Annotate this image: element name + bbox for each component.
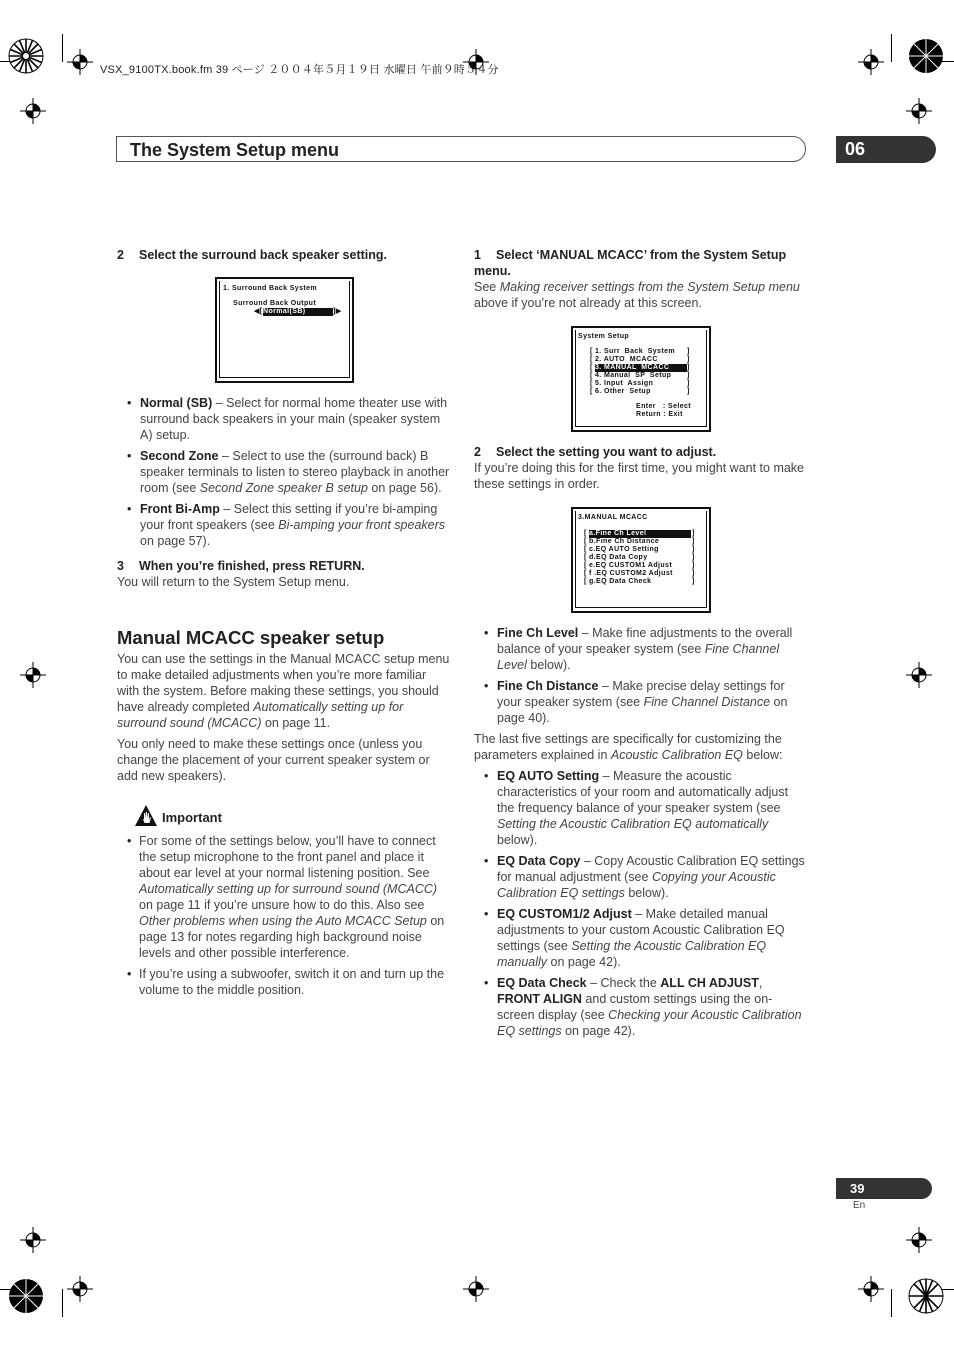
step-heading: 2 Select the setting you want to adjust.	[474, 445, 717, 459]
osd-menu-item: 1. Surr Back System	[595, 348, 675, 355]
trim-mark	[62, 34, 63, 62]
list-item: • EQ AUTO Setting – Measure the acoustic characteristics of your room and automatically adjust the frequency balance of your speaker system (see Setting the Acoustic Calibration EQ automatically below).	[474, 768, 808, 848]
osd-menu-item: 2. AUTO MCACC	[595, 356, 658, 363]
osd-bracket: [ [ [ [ [ [	[590, 348, 593, 395]
osd-arrow-left: ◀[	[254, 308, 263, 315]
list-item: • If you’re using a subwoofer, switch it on and turn up the volume to the middle position.	[117, 966, 450, 998]
section-heading: Manual MCACC speaker setup	[117, 627, 385, 648]
crosshair-registration-icon	[858, 49, 884, 75]
osd-help-line: Return : Exit	[636, 411, 683, 418]
osd-line: 1. Surround Back System	[223, 285, 318, 292]
left-column-body	[117, 395, 450, 590]
osd-menu-item: a.Fine Ch Level	[589, 530, 691, 538]
step-body: See Making receiver settings from the System Setup menu above if you’re not already at this screen.	[474, 280, 800, 310]
osd-help-line: Enter : Select	[636, 403, 692, 410]
step-body: You will return to the System Setup menu.	[117, 575, 350, 589]
osd-menu-item: b.Fine Ch Distance	[589, 538, 660, 545]
osd-selected-value: Normal(SB)	[263, 308, 333, 316]
crosshair-registration-icon	[67, 49, 93, 75]
step-body: If you’re doing this for the first time, you might want to make these settings in order.	[474, 461, 805, 491]
crosshair-registration-icon	[906, 662, 932, 688]
list-item: • Normal (SB) – Select for normal home theater use with surround back speakers in your main (speaker system A) setup.	[117, 395, 450, 443]
page-number-tab	[836, 1178, 932, 1199]
osd-menu-item: 4. Manual SP Setup	[595, 372, 672, 379]
page-number: 39	[850, 1181, 865, 1196]
file-header: VSX_9100TX.book.fm 39 ページ ２００４年５月１９日 水曜日 午前９時５４分	[100, 64, 499, 76]
osd-menu-item: g.EQ Data Check	[589, 578, 652, 585]
crosshair-registration-icon	[906, 98, 932, 124]
osd-menu-item: 5. Input Assign	[595, 380, 654, 387]
left-column	[117, 247, 450, 263]
registration-starburst-icon	[8, 38, 44, 74]
list-item: • EQ Data Copy – Copy Acoustic Calibration EQ settings for manual adjustment (see Copying your Acoustic Calibration EQ settings below).	[474, 853, 808, 901]
osd-bracket: ] ] ] ] ] ]	[687, 348, 690, 395]
list-item: • EQ Data Check – Check the ALL CH ADJUST, FRONT ALIGN and custom settings using the on-screen display (see Checking your Acoustic Calibration EQ settings on page 42).	[474, 975, 808, 1039]
crosshair-registration-icon	[463, 1276, 489, 1302]
important-label: Important	[162, 810, 222, 825]
trim-mark	[891, 34, 892, 62]
crosshair-registration-icon	[20, 1227, 46, 1253]
crosshair-registration-icon	[20, 98, 46, 124]
osd-menu-item: 3. MANUAL MCACC	[595, 364, 687, 372]
osd-menu-list	[589, 530, 691, 586]
osd-manual-mcacc-screen	[571, 507, 711, 613]
osd-surround-back-screen	[215, 277, 354, 383]
paragraph: The last five settings are specifically for customizing the parameters explained in Acoustic Calibration EQ below:	[474, 732, 783, 762]
chapter-tab	[836, 136, 936, 163]
crosshair-registration-icon	[67, 1276, 93, 1302]
right-column-body	[474, 625, 808, 1039]
left-column-section	[117, 651, 450, 784]
list-item: • Fine Ch Distance – Make precise delay settings for your speaker system (see Fine Channel Distance on page 40).	[474, 678, 808, 726]
trim-mark	[62, 1289, 63, 1317]
step-heading: 2 Select the surround back speaker setting.	[117, 248, 387, 262]
warning-hand-icon	[134, 804, 158, 828]
osd-line: Surround Back Output	[233, 300, 317, 307]
step-heading: 1 Select ‘MANUAL MCACC’ from the System Setup menu.	[474, 248, 787, 278]
osd-menu-item: d.EQ Data Copy	[589, 554, 648, 561]
list-item: • Front Bi-Amp – Select this setting if you’re bi-amping your front speakers (see Bi-amping your front speakers on page 57).	[117, 501, 450, 549]
crosshair-registration-icon	[906, 1227, 932, 1253]
osd-system-setup-screen	[571, 326, 711, 432]
paragraph: You can use the settings in the Manual MCACC setup menu to make detailed adjustments when you’re more familiar with the system. Before making these settings, you should have already completed Automatically setting up for surround sound (MCACC) on page 11.	[117, 652, 450, 730]
step-heading: 3 When you’re finished, press RETURN.	[117, 559, 365, 573]
registration-starburst-icon	[908, 38, 944, 74]
list-item: • For some of the settings below, you’ll have to connect the setup microphone to the front panel and place it about ear level at your normal listening position. See Automatically setting up for surround sound (MCACC) on page 11 if you’re unsure how to do this. Also see Other problems when using the Auto MCACC Setup on page 13 for notes regarding high background noise levels and other possible interference.	[117, 833, 450, 961]
important-notes	[117, 833, 450, 998]
crosshair-registration-icon	[20, 662, 46, 688]
osd-menu-list	[595, 348, 687, 396]
osd-title: 3.MANUAL MCACC	[578, 514, 648, 521]
right-column	[474, 247, 808, 311]
osd-menu-item: 6. Other Setup	[595, 388, 651, 395]
osd-arrow-right: ]▶	[333, 308, 342, 315]
osd-menu-item: c.EQ AUTO Setting	[589, 546, 659, 553]
chapter-number: 06	[845, 139, 866, 159]
section-title-bar	[116, 136, 806, 162]
crosshair-registration-icon	[858, 1276, 884, 1302]
osd-menu-item: e.EQ CUSTOM1 Adjust	[589, 562, 673, 569]
trim-mark	[891, 1289, 892, 1317]
osd-bracket: ] ] ] ] ] ] ]	[692, 530, 695, 585]
osd-menu-item: f .EQ CUSTOM2 Adjust	[589, 570, 673, 577]
right-column-step2	[474, 444, 808, 492]
page-language: En	[853, 1200, 866, 1211]
list-item: • Second Zone – Select to use the (surround back) B speaker terminals to listen to stereo playback in another room (see Second Zone speaker B setup on page 56).	[117, 448, 450, 496]
osd-bracket: [ [ [ [ [ [ [	[584, 530, 587, 585]
osd-title: System Setup	[578, 333, 630, 340]
osd-frame	[219, 281, 350, 378]
paragraph: You only need to make these settings once (unless you change the placement of your current speaker system or add new speakers).	[117, 737, 430, 783]
list-item: • EQ CUSTOM1/2 Adjust – Make detailed manual adjustments to your custom Acoustic Calibration EQ settings (see Setting the Acoustic Calibration EQ manually on page 42).	[474, 906, 808, 970]
page-title: The System Setup menu	[130, 140, 340, 160]
registration-starburst-icon	[8, 1278, 44, 1314]
list-item: • Fine Ch Level – Make fine adjustments to the overall balance of your speaker system (see Fine Channel Level below).	[474, 625, 808, 673]
registration-starburst-icon	[908, 1278, 944, 1314]
